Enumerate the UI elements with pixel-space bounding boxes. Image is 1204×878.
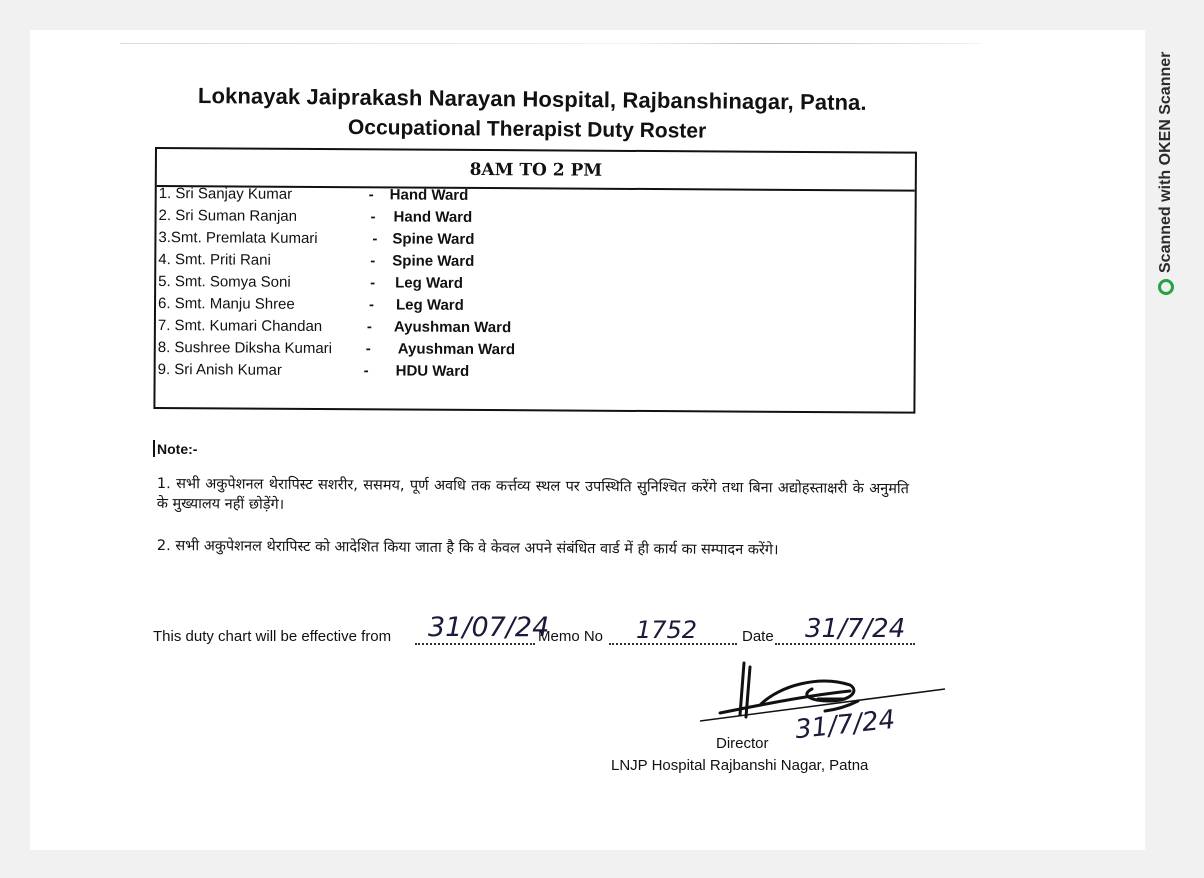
therapist-name: 4. Smt. Priti Rani: [158, 251, 271, 269]
scan-artifact-line: [120, 43, 980, 44]
therapist-name: 2. Sri Suman Ranjan: [158, 207, 298, 225]
ward-assignment: HDU Ward: [395, 362, 470, 380]
therapist-name: 5. Smt. Somya Soni: [158, 273, 291, 291]
separator-dash: -: [370, 252, 376, 270]
hospital-address: LNJP Hospital Rajbanshi Nagar, Patna: [611, 757, 869, 774]
roster-title: Occupational Therapist Duty Roster: [347, 116, 707, 143]
handwritten-date: 31/7/24: [805, 614, 906, 644]
therapist-name: 1. Sri Sanjay Kumar: [158, 185, 293, 203]
effective-label: This duty chart will be effective from: [153, 628, 392, 645]
ward-assignment: Ayushman Ward: [393, 318, 512, 337]
ward-assignment: Spine Ward: [392, 252, 475, 270]
date-label: Date: [742, 628, 774, 645]
scanner-text: Scanned with OKEN Scanner: [1157, 51, 1174, 273]
separator-dash: -: [365, 340, 371, 358]
hospital-title: Loknayak Jaiprakash Narayan Hospital, Rajbanshinagar, Patna.: [197, 83, 867, 116]
note-marker: [153, 440, 155, 457]
handwritten-memo-number: 1752: [636, 616, 698, 644]
memo-label: Memo No: [538, 628, 604, 645]
duty-roster-table: [153, 147, 917, 414]
separator-dash: -: [370, 274, 376, 292]
therapist-name: 6. Smt. Manju Shree: [157, 295, 295, 313]
separator-dash: -: [370, 208, 376, 226]
note-item-2: 2. सभी अकुपेशनल थेरापिस्ट को आदेशित किया जाता है कि वे केवल अपने संबंधित वार्ड में ही कार्य का सम्पादन करेंगे।: [156, 537, 779, 559]
shift-header: 8AM TO 2 PM: [157, 149, 915, 192]
scanner-watermark: [1157, 52, 1175, 295]
ward-assignment: Leg Ward: [395, 296, 464, 314]
handwritten-effective-date: 31/07/24: [428, 612, 550, 643]
separator-dash: -: [363, 362, 369, 380]
ward-assignment: Hand Ward: [389, 186, 469, 204]
ward-assignment: Hand Ward: [393, 208, 473, 226]
fill-dots: [415, 643, 535, 645]
separator-dash: -: [368, 186, 374, 204]
note-label: Note:-: [157, 441, 198, 457]
therapist-name: 8. Sushree Diksha Kumari: [157, 339, 333, 358]
separator-dash: -: [372, 230, 378, 248]
ward-assignment: Spine Ward: [392, 230, 475, 248]
separator-dash: -: [368, 296, 375, 314]
therapist-name: 7. Smt. Kumari Chandan: [157, 317, 323, 336]
separator-dash: -: [366, 318, 372, 336]
oken-logo-icon: [1158, 279, 1174, 295]
note-item-1: 1. सभी अकुपेशनल थेरापिस्ट सशरीर, ससमय, पूर्ण अवधि तक कर्त्तव्य स्थल पर उपस्थिति सुनिश्चित करेंगे तथा बिना अद्योहस्ताक्षरी के अनुमति के मुख्यालय नहीं छोड़ेंगे।: [156, 475, 909, 513]
therapist-name: 3.Smt. Premlata Kumari: [158, 229, 318, 247]
ward-assignment: Ayushman Ward: [397, 340, 516, 359]
therapist-name: 9. Sri Anish Kumar: [157, 361, 282, 379]
ward-assignment: Leg Ward: [395, 274, 464, 292]
handwritten-sign-date: 31/7/24: [793, 704, 897, 746]
effective-line: [153, 612, 943, 658]
designation-label: Director: [716, 735, 769, 752]
